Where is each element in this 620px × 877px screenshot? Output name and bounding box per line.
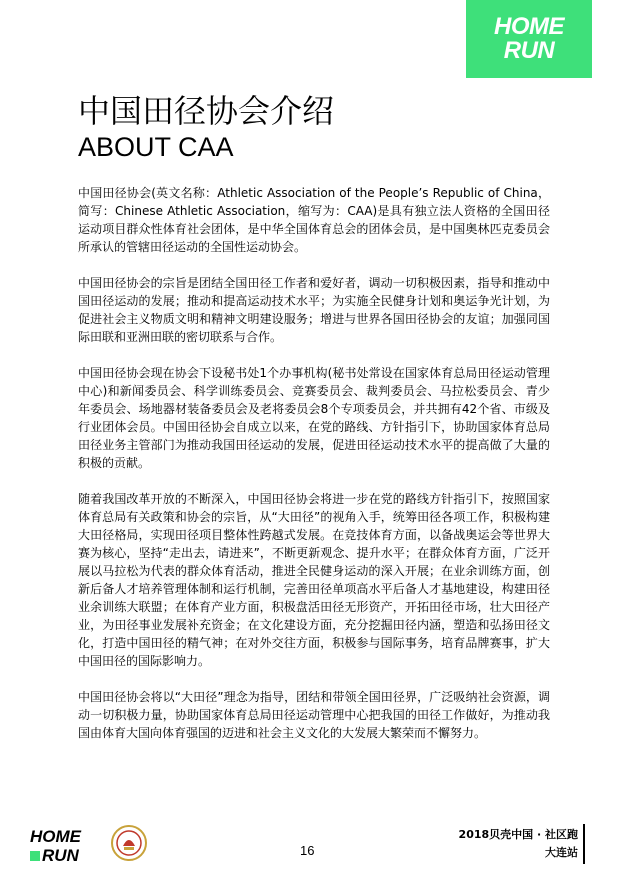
logo-line-run: RUN (503, 37, 555, 64)
footer-home-run-logo (30, 826, 102, 866)
footer-logo-line-home: HOME (30, 827, 81, 846)
paragraph-4: 随着我国改革开放的不断深入，中国田径协会将进一步在党的路线方针指引下，按照国家体育总局有关政策和协会的宗旨，从“大田径”的视角入手，统筹田径各项工作，积极构建大田径格局，实现田径项目整体性跨越式发展。在竞技体育方面，以备战奥运会等世界大赛为核心，坚持“走出去，请进来”，不断更新观念、提升水平；在群众体育方面，广泛开展以马拉松为代表的群众体育活动，推进全民健身运动的深入开展；在业余训练方面，创新后备人才培养管理体制和运行机制，完善田径单项高水平后备人才基地建设，构建田径业余训练大联盟；在体育产业方面，积极盘活田径无形资产，开拓田径市场，壮大田径产业，为田径事业发展补充资金；在文化建设方面，充分挖掘田径内涵，塑造和弘扬田径文化，打造中国田径的精气神；在对外交往方面，积极参与国际事务，培育品牌赛事，扩大中国田径的国际影响力。 (78, 492, 550, 668)
home-run-logo (466, 0, 592, 78)
footer-logo-accent (30, 851, 40, 861)
event-name: 2018贝壳中国 · 社区跑 (458, 828, 578, 841)
caa-emblem-icon (110, 824, 148, 862)
footer-logo-line-run: RUN (42, 846, 79, 865)
event-station: 大连站 (545, 846, 578, 859)
event-info (459, 826, 578, 862)
footer-divider (583, 824, 585, 864)
logo-line-home: HOME (494, 13, 564, 40)
paragraph-5: 中国田径协会将以“大田径”理念为指导，团结和带领全国田径界，广泛吸纳社会资源，调动一切积极力量，协助国家体育总局田径运动管理中心把我国的田径工作做好，为推动我国由体育大国向体育强国的迈进和社会主义文化的大发展大繁荣而不懈努力。 (78, 690, 550, 740)
paragraph-1: 中国田径协会(英文名称：Athletic Association of the People’s Republic of China，简写：Chinese Athletic Association，缩写为：CAA)是具有独立法人资格的全国田径运动项目群众性体育社会团体，是中华全国体育总会的团体会员，是中国奥林匹克委员会所承认的管辖田径运动的全国性运动协会。 (78, 186, 550, 254)
page-number: 16 (300, 843, 315, 858)
article-body (78, 184, 550, 760)
paragraph-2: 中国田径协会的宗旨是团结全国田径工作者和爱好者，调动一切积极因素，指导和推动中国田径运动的发展；推动和提高运动技术水平；为实施全民健身计划和奥运争光计划，为促进社会主义物质文明和精神文明建设服务；增进与世界各国田径协会的友谊；加强同国际田联和亚洲田联的密切联系与合作。 (78, 276, 550, 344)
paragraph-3: 中国田径协会现在协会下设秘书处1个办事机构(秘书处常设在国家体育总局田径运动管理中心)和新闻委员会、科学训练委员会、竞赛委员会、裁判委员会、马拉松委员会、青少年委员会、场地器材装备委员会及老将委员会8个专项委员会，并共拥有42个省、市级及行业团体会员。中国田径协会自成立以来，在党的路线、方针指引下，协助国家体育总局田径业务主管部门为推动我国田径运动的发展，促进田径运动技术水平的提高做了大量的积极的贡献。 (78, 366, 550, 470)
page-title: 中国田径协会介绍 (78, 92, 335, 130)
page-subtitle: ABOUT CAA (78, 132, 234, 162)
